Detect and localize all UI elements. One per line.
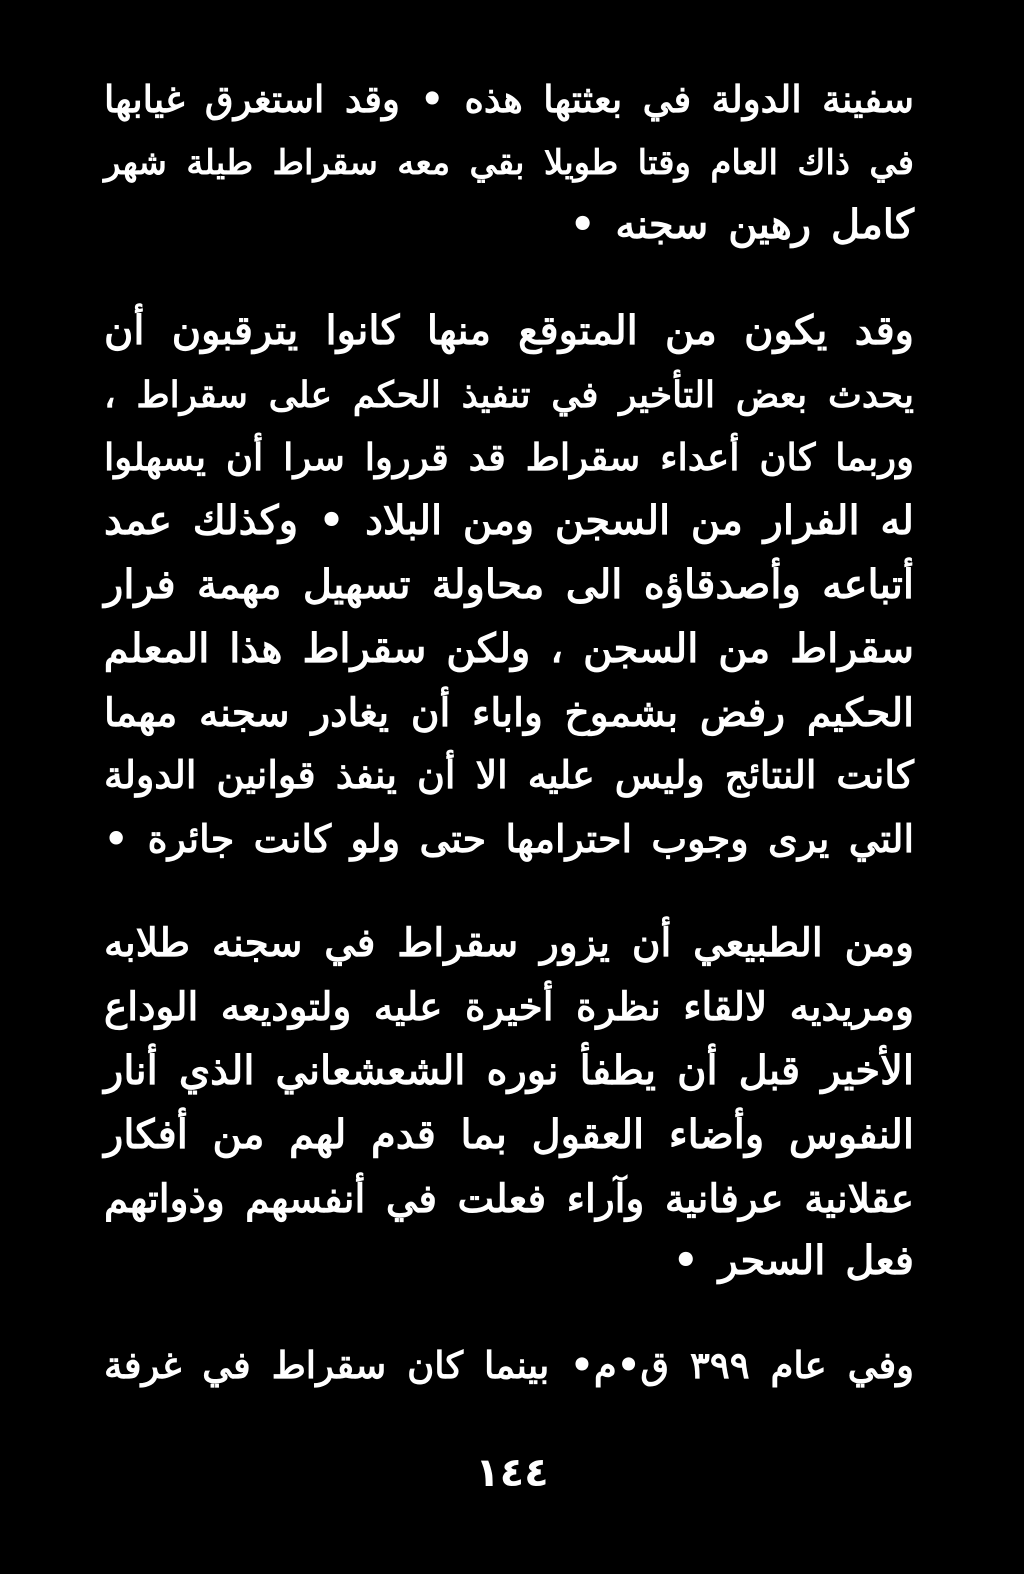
text-line: كامل رهين سجنه • <box>569 201 914 248</box>
text-line: كانت النتائج وليس عليه الا أن ينفذ قوانين الدولة <box>104 752 914 797</box>
page-number: ١٤٤ <box>475 1450 549 1496</box>
text-line: أتباعه وأصدقاؤه الى محاولة تسهيل مهمة فرار <box>104 561 914 608</box>
text-line: وقد يكون من المتوقع منها كانوا يترقبون أن <box>104 307 915 354</box>
text-line: سقراط من السجن ، ولكن سقراط هذا المعلم <box>103 625 914 672</box>
text-line: يحدث بعض التأخير في تنفيذ الحكم على سقراط ، <box>104 374 914 416</box>
text-line: النفوس وأضاء العقول بما قدم لهم من أفكار <box>104 1111 914 1158</box>
text-line: الحكيم رفض بشموخ واباء أن يغادر سجنه مهما <box>104 690 914 736</box>
text-line: له الفرار من السجن ومن البلاد • وكذلك عمد <box>104 497 914 544</box>
text-line: ومن الطبيعي أن يزور سقراط في سجنه طلابه <box>104 920 914 966</box>
text-line: في ذاك العام وقتا طويلا بقي معه سقراط طيلة شهر <box>104 143 914 183</box>
text-line: وفي عام ٣٩٩ ق•م• بينما كان سقراط في غرفة <box>104 1343 914 1387</box>
text-line: التي يرى وجوب احترامها حتى ولو كانت جائرة • <box>104 816 914 861</box>
text-line: وربما كان أعداء سقراط قد قرروا سرا أن يسهلوا <box>104 435 914 479</box>
text-line: فعل السحر • <box>672 1237 914 1284</box>
text-line: ومريديه لالقاء نظرة أخيرة عليه ولتوديعه الوداع <box>104 984 914 1030</box>
text-line: عقلانية عرفانية وآراء فعلت في أنفسهم وذواتهم <box>104 1176 914 1222</box>
text-line: سفينة الدولة في بعثتها هذه • وقد استغرق غيابها <box>104 77 914 121</box>
text-line: الأخير قبل أن يطفأ نوره الشعشعاني الذي أنار <box>104 1047 914 1094</box>
